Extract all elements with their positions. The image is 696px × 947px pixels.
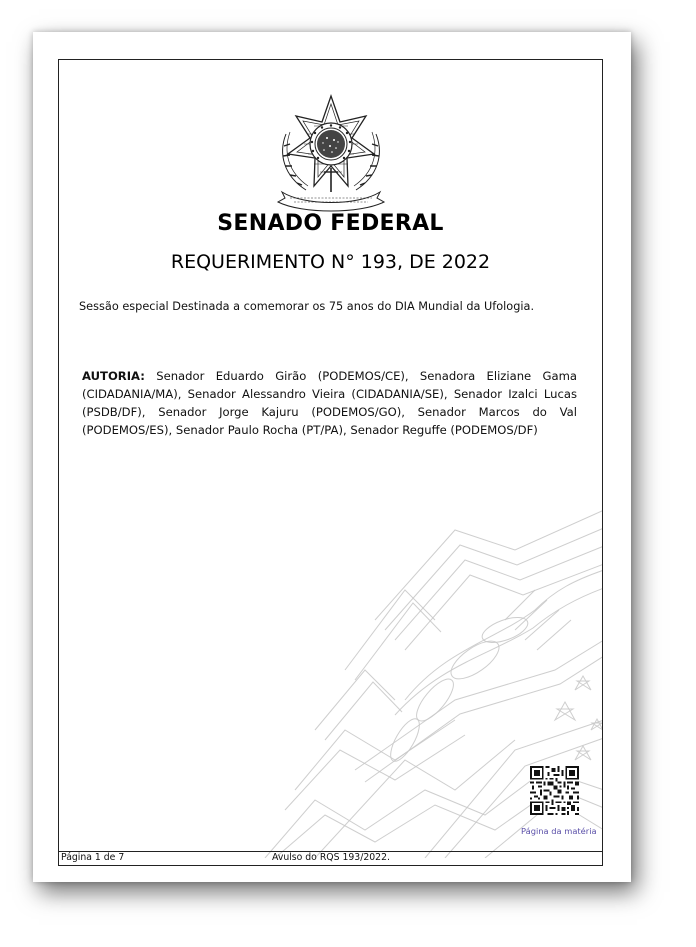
qr-caption-link[interactable]: Página da matéria: [521, 826, 597, 836]
document-page: [33, 32, 631, 882]
autoria-text: Senador Eduardo Girão (PODEMOS/CE), Senadora Eliziane Gama (CIDADANIA/MA), Senador Alessandro Vieira (CIDADANIA/SE), Senador Izalci Lucas (PSDB/DF), Senador Jorge Kajuru (PODEMOS/GO), Senador Marcos do Val (PODEMOS/ES), Senador Paulo Rocha (PT/PA), Senador Reguffe (PODEMOS/DF): [82, 369, 578, 437]
avulso-reference: Avulso do RQS 193/2022.: [272, 852, 390, 863]
coat-of-arms-icon: [274, 94, 388, 212]
qr-code-icon[interactable]: [530, 766, 579, 815]
autoria-label: AUTORIA:: [82, 369, 145, 383]
document-subtitle: REQUERIMENTO N° 193, DE 2022: [170, 251, 491, 273]
document-title: SENADO FEDERAL: [217, 211, 444, 236]
page-number: Página 1 de 7: [61, 852, 125, 863]
autoria-paragraph: [82, 367, 577, 439]
document-ementa: Sessão especial Destinada a comemorar os 75 anos do DIA Mundial da Ufologia.: [79, 300, 535, 313]
page-footer: [59, 851, 602, 865]
page-frame: [58, 59, 603, 866]
